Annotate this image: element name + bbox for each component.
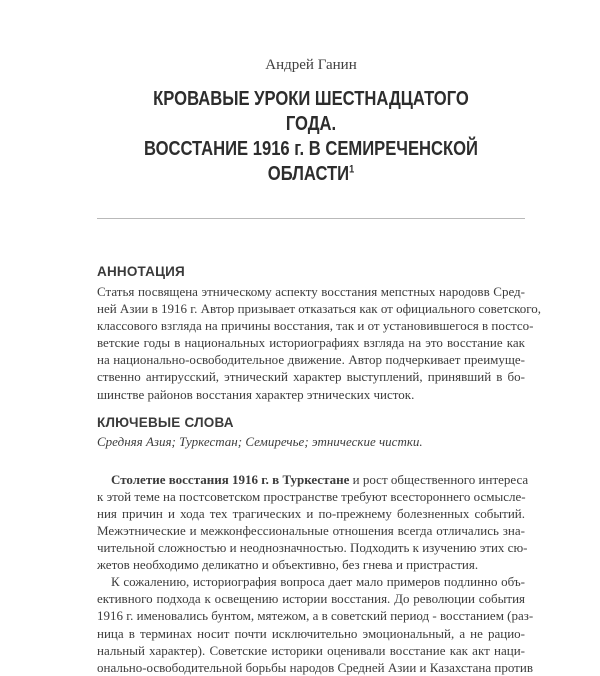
- abstract-text: [97, 283, 542, 403]
- divider: [97, 218, 525, 219]
- article-title: [133, 87, 488, 187]
- text-line: нальный характер). Советские историки оценивали восстание как акт наци-: [97, 642, 525, 658]
- text-line: ективного подхода к освещению истории восстания. До революции события: [97, 591, 525, 607]
- text-line: К сожалению, историография вопроса дает мало примеров подлинно объ-: [111, 574, 525, 590]
- text-line: онально-освободительной борьбы народов Средней Азии и Казахстана против: [97, 659, 533, 675]
- text-line: жетов необходимо деликатно и объективно, без гнева и пристрастия.: [97, 557, 479, 573]
- text-line: ния причин и хода тех трагических и по-прежнему болезненных событий.: [97, 505, 525, 521]
- text-line: Межэтнические и межконфессиональные отношения всегда отличались зна-: [97, 522, 525, 538]
- text-line: ница в терминах носит почти исключительно эмоциональный, а не рацио-: [97, 625, 525, 641]
- text-line: к этой теме на постсоветском пространстве требуют всестороннего осмысле-: [97, 488, 526, 504]
- title-line-1: КРОВАВЫЕ УРОКИ ШЕСТНАДЦАТОГО ГОДА.: [153, 88, 469, 135]
- title-line-3-text: ОБЛАСТИ: [267, 163, 350, 185]
- text-line: Статья посвящена этническому аспекту восстания мепстных народовв Сред-: [97, 284, 525, 299]
- text-line: ветские годы в национальных историографиях взгляда на это восстание как: [97, 335, 525, 351]
- title-line-2: ВОССТАНИЕ 1916 г. В СЕМИРЕЧЕНСКОЙ: [143, 138, 478, 160]
- article-author: Андрей Ганин: [265, 57, 357, 73]
- text-line: ней Азии в 1916 г. Автор призывает отказаться как от официального советского,: [97, 301, 542, 317]
- text-line: [97, 471, 529, 488]
- text-line: чительной сложностью и неоднозначностью. Подходить к изучению этих сю-: [97, 540, 528, 556]
- abstract-heading: АННОТАЦИЯ: [97, 264, 185, 279]
- title-line-3: [133, 162, 488, 187]
- text-column: [97, 0, 542, 676]
- text-line: ственно антирусский, этнический характер выступлений, принявший в бо-: [97, 369, 525, 385]
- keywords-text: Средняя Азия; Туркестан; Семиречье; этнические чистки.: [97, 433, 423, 449]
- keywords-heading: КЛЮЧЕВЫЕ СЛОВА: [97, 414, 234, 430]
- text-line: на национально-освободительное движение. Автор подчеркивает преимуще-: [97, 352, 525, 368]
- body-paragraph-2: [97, 573, 534, 676]
- text-line: классового взгляда на причины восстания, так и от установившегося в постсо-: [97, 318, 534, 334]
- article-body: [97, 471, 534, 676]
- paragraph-1-lines: [97, 488, 528, 573]
- lead-rest: и рост общественного интереса: [349, 471, 529, 487]
- body-paragraph-1: [97, 471, 529, 574]
- text-line: шинстве районов восстания характер этнических чисток.: [97, 386, 415, 402]
- text-line: 1916 г. именовались бунтом, мятежом, а в советский период - восстанием (раз-: [97, 608, 534, 624]
- footnote-mark: 1: [349, 163, 355, 176]
- lead-phrase: Столетие восстания 1916 г. в Туркестане: [111, 471, 350, 487]
